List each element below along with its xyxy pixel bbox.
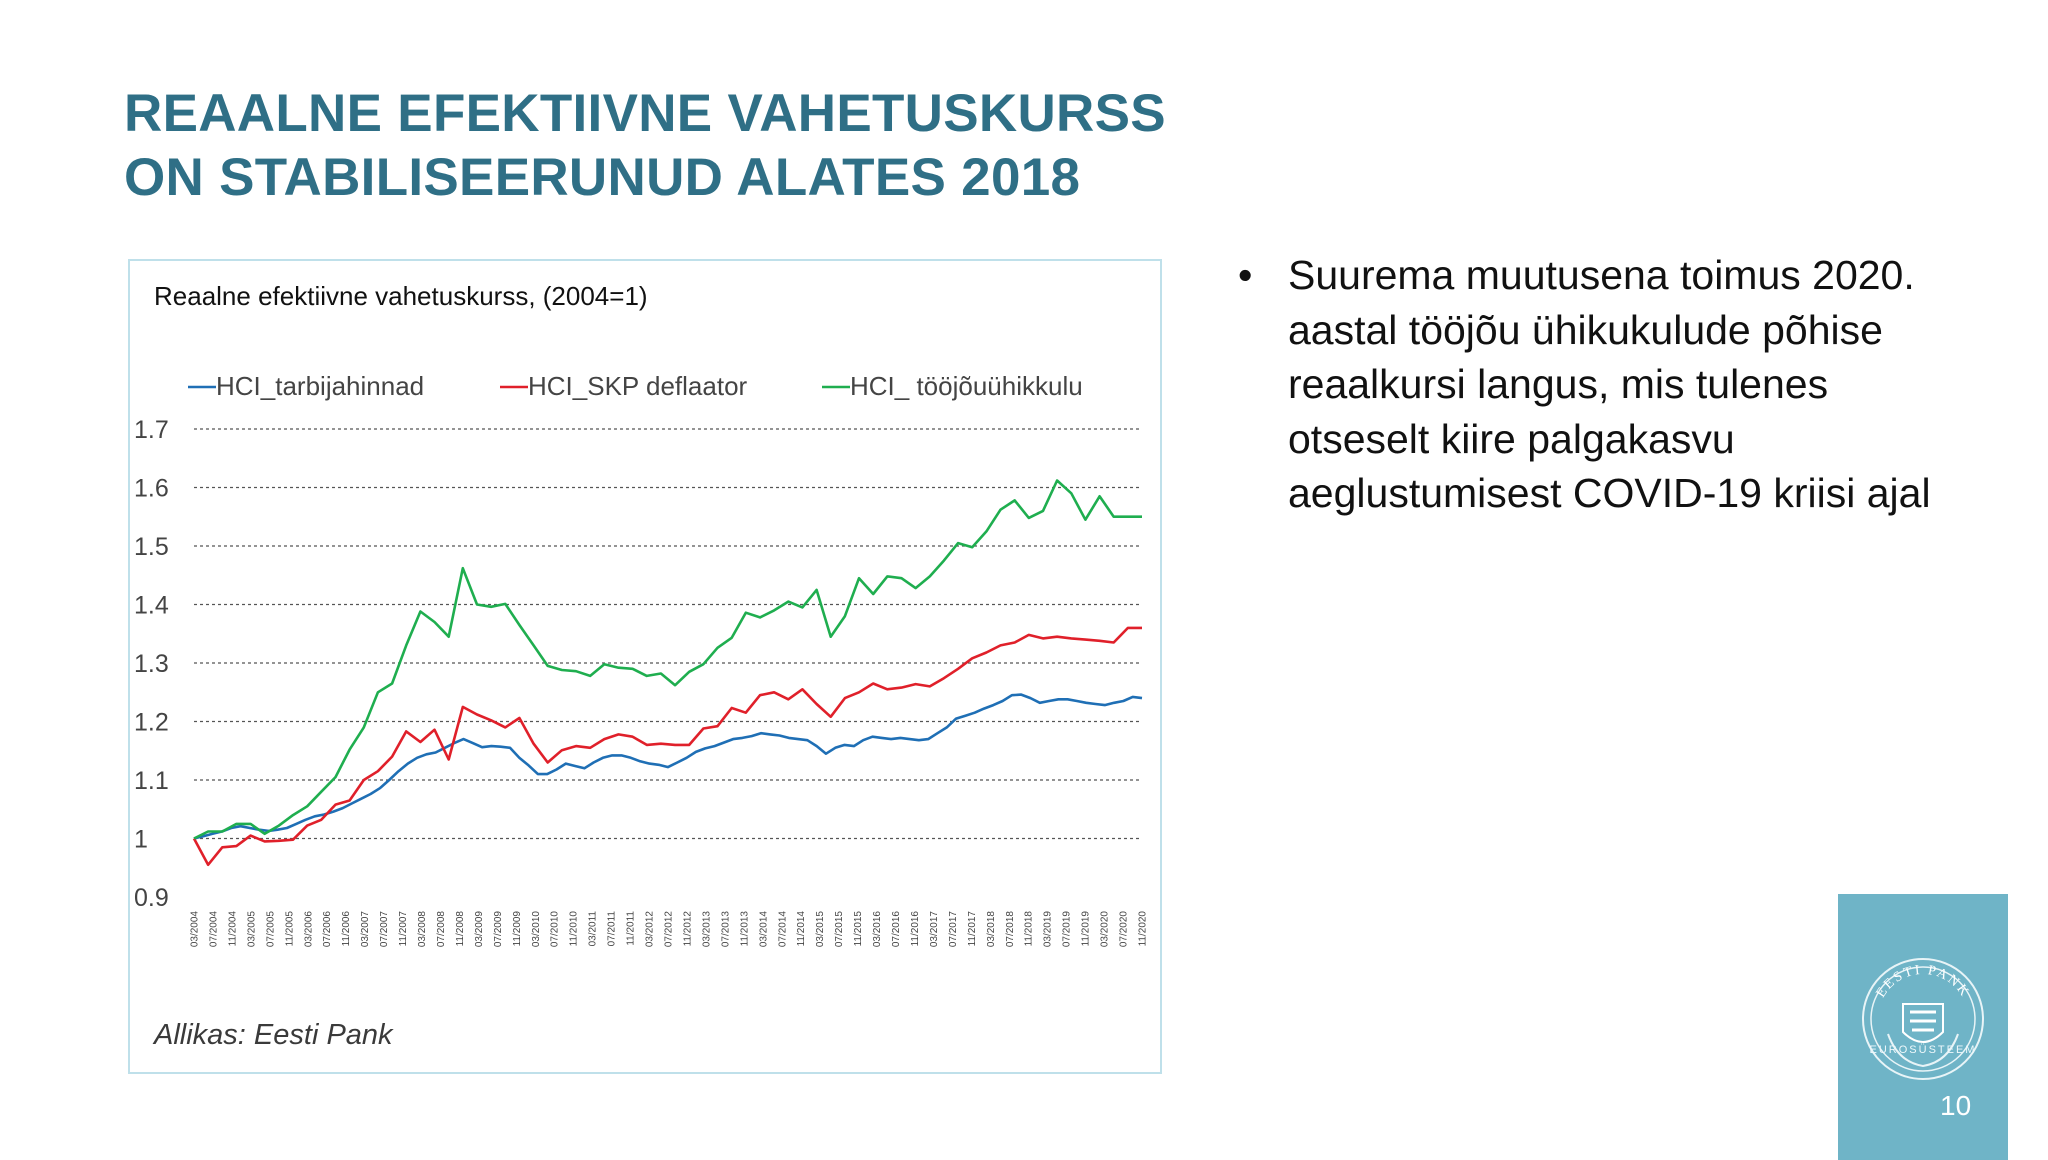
x-tick-label: 11/2005: [284, 911, 296, 947]
x-tick-label: 03/2020: [1099, 911, 1111, 948]
x-tick-label: 11/2017: [966, 911, 978, 947]
x-tick-label: 07/2011: [606, 911, 618, 947]
x-tick-label: 07/2018: [1004, 911, 1016, 948]
x-tick-label: 07/2004: [208, 911, 220, 948]
x-tick-label: 03/2008: [417, 911, 429, 948]
x-tick-label: 03/2013: [701, 911, 713, 948]
bullet-item: [1234, 248, 1954, 521]
slide-title: [124, 82, 1166, 210]
y-tick-label: 1.7: [134, 416, 169, 444]
x-tick-label: 03/2012: [644, 911, 656, 948]
x-tick-label: 07/2005: [265, 911, 277, 948]
y-tick-label: 1: [134, 825, 148, 854]
x-tick-label: 11/2014: [796, 911, 808, 947]
x-tick-label: 07/2020: [1118, 911, 1130, 948]
eurosysteem-label: EUROSÜSTEEM: [1869, 1044, 1977, 1056]
x-tick-label: 07/2006: [322, 911, 334, 948]
x-axis-ticks: [190, 911, 1149, 948]
title-line-1: REAALNE EFEKTIIVNE VAHETUSKURSS: [124, 84, 1166, 143]
seal-lettering: EESTI PANK: [1873, 962, 1973, 1001]
x-tick-label: 03/2016: [872, 911, 884, 948]
x-tick-label: 03/2007: [360, 911, 372, 948]
x-tick-label: 07/2008: [435, 911, 447, 948]
x-tick-label: 11/2013: [739, 911, 751, 947]
legend-label: HCI_ tööjõuühikkulu: [850, 371, 1083, 401]
x-tick-label: 03/2019: [1042, 911, 1054, 948]
bullet-dot-icon: •: [1238, 252, 1253, 298]
x-tick-label: 07/2013: [720, 911, 732, 948]
legend-label: HCI_SKP deflaator: [528, 371, 748, 401]
bullet-list: [1234, 248, 1954, 521]
x-tick-label: 03/2010: [530, 911, 542, 948]
x-tick-label: 07/2016: [891, 911, 903, 948]
x-tick-label: 11/2016: [909, 911, 921, 947]
legend-label: HCI_tarbijahinnad: [216, 371, 425, 401]
y-tick-label: 1.4: [134, 591, 169, 620]
x-tick-label: 03/2015: [815, 911, 827, 948]
logo-panel: [1838, 894, 2008, 1160]
x-tick-label: 11/2011: [625, 911, 637, 946]
x-tick-label: 11/2009: [511, 911, 523, 947]
x-tick-label: 11/2008: [454, 911, 466, 947]
x-tick-label: 11/2018: [1023, 911, 1035, 947]
x-tick-label: 07/2019: [1061, 911, 1073, 948]
eesti-pank-seal-icon: [1838, 934, 2008, 1104]
y-axis-ticks: [134, 416, 169, 912]
chart-source: Allikas: Eesti Pank: [154, 1019, 393, 1051]
x-tick-label: 11/2004: [227, 911, 239, 947]
x-tick-label: 03/2005: [246, 911, 258, 948]
x-tick-label: 07/2012: [663, 911, 675, 948]
chart-container: [128, 259, 1162, 1074]
page-number: 10: [1940, 1090, 1972, 1121]
x-tick-label: 07/2017: [947, 911, 959, 948]
series-line: [194, 695, 1142, 839]
x-tick-label: 03/2009: [473, 911, 485, 948]
y-tick-label: 1.3: [134, 650, 169, 678]
y-tick-label: 1.6: [134, 474, 169, 503]
x-tick-label: 07/2010: [549, 911, 561, 948]
x-tick-label: 11/2020: [1137, 911, 1149, 947]
y-tick-label: 1.1: [134, 767, 169, 795]
y-tick-label: 1.2: [134, 708, 169, 737]
x-tick-label: 11/2019: [1080, 911, 1092, 947]
x-tick-label: 11/2007: [398, 911, 410, 947]
x-tick-label: 03/2017: [928, 911, 940, 948]
x-tick-label: 07/2007: [379, 911, 391, 948]
x-tick-label: 11/2015: [853, 911, 865, 947]
x-tick-label: 03/2011: [587, 911, 599, 947]
title-line-2: ON STABILISEERUNUD ALATES 2018: [124, 148, 1081, 207]
x-tick-label: 07/2009: [492, 911, 504, 948]
x-tick-label: 07/2015: [834, 911, 846, 948]
y-tick-label: 1.5: [134, 533, 169, 561]
bullet-text: Suurema muutusena toimus 2020. aastal tööjõu ühikukulude põhise reaalkursi langus, mis tulenes otseselt kiire palgakasvu aeglustumisest COVID-19 kriisi ajal: [1288, 252, 1931, 516]
series-line: [194, 481, 1142, 839]
chart-title: Reaalne efektiivne vahetuskurss, (2004=1): [154, 281, 648, 311]
y-tick-label: 0.9: [134, 884, 169, 912]
x-tick-label: 03/2018: [985, 911, 997, 948]
x-tick-label: 07/2014: [777, 911, 789, 948]
x-tick-label: 11/2010: [568, 911, 580, 947]
x-tick-label: 03/2006: [303, 911, 315, 948]
x-tick-label: 11/2012: [682, 911, 694, 947]
x-tick-label: 03/2014: [758, 911, 770, 948]
x-tick-label: 03/2004: [189, 911, 201, 948]
chart-legend: [188, 371, 1083, 401]
chart-svg: [130, 261, 1160, 1072]
chart-series: [194, 481, 1142, 865]
x-tick-label: 11/2006: [341, 911, 353, 947]
